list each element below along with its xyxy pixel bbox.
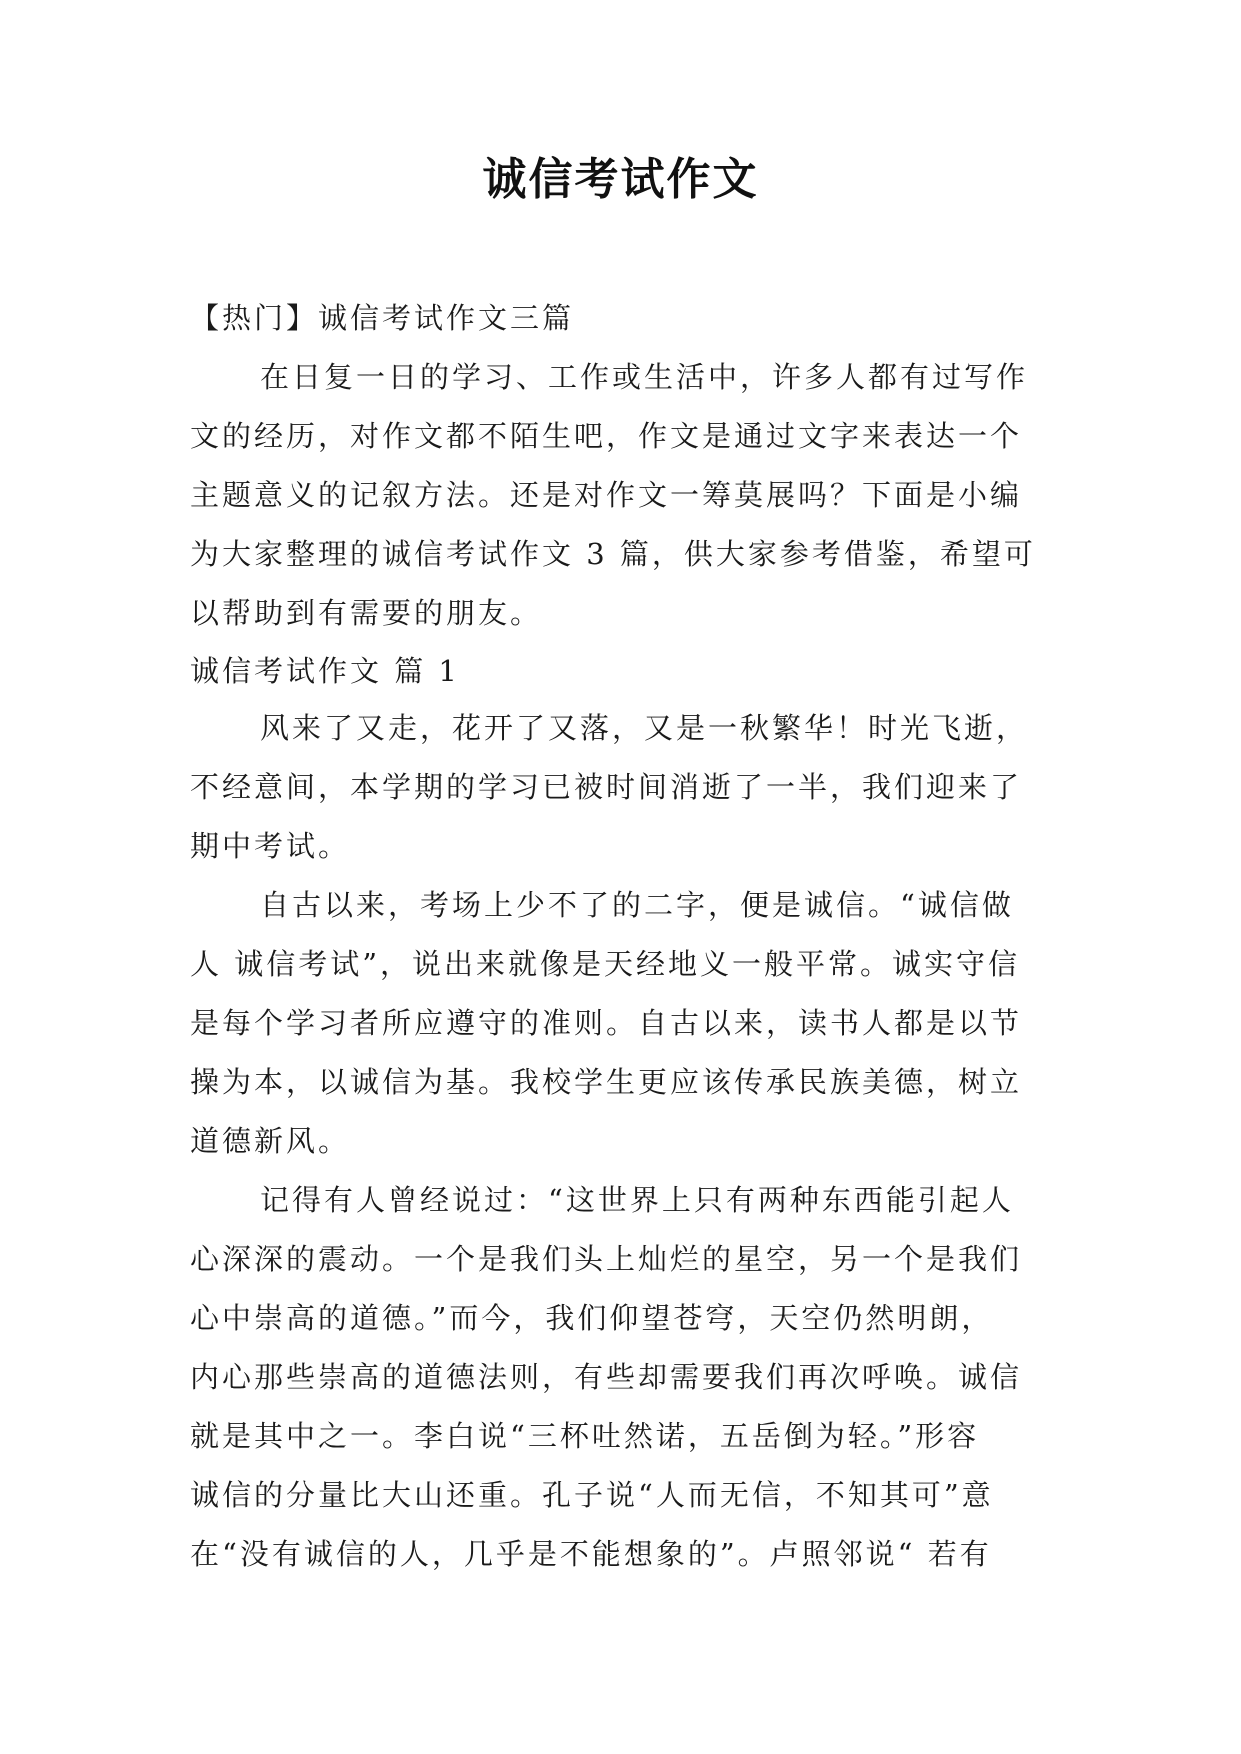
text-line: 以帮助到有需要的朋友。	[190, 596, 543, 630]
text-line: 为大家整理的诚信考试作文 3 篇，供大家参考借鉴，希望可	[190, 537, 1036, 571]
text-line: 在日复一日的学习、工作或生活中，许多人都有过写作	[260, 360, 1029, 394]
text-line: 在“没有诚信的人，几乎是不能想象的”。卢照邻说“ 若有	[190, 1537, 992, 1571]
text-line: 就是其中之一。李白说“三杯吐然诺，五岳倒为轻。”形容	[190, 1419, 980, 1453]
text-line: 心深深的震动。一个是我们头上灿烂的星空，另一个是我们	[190, 1242, 1023, 1276]
text-line: 人 诚信考试”，说出来就像是天经地义一般平常。诚实守信	[190, 947, 1021, 981]
text-line: 【热门】诚信考试作文三篇	[190, 301, 575, 335]
text-line: 期中考试。	[190, 829, 351, 863]
text-line: 风来了又走，花开了又落，又是一秋繁华！时光飞逝，	[260, 711, 1029, 745]
text-line: 内心那些崇高的道德法则，有些却需要我们再次呼唤。诚信	[190, 1360, 1023, 1394]
document-title: 诚信考试作文	[482, 154, 759, 205]
section-heading: 诚信考试作文 篇 1	[190, 654, 460, 688]
text-line: 自古以来，考场上少不了的二字，便是诚信。“诚信做	[260, 888, 1014, 922]
text-line: 主题意义的记叙方法。还是对作文一筹莫展吗？下面是小编	[190, 478, 1023, 512]
text-line: 心中崇高的道德。”而今，我们仰望苍穹，天空仍然明朗，	[190, 1301, 994, 1335]
text-line: 文的经历，对作文都不陌生吧，作文是通过文字来表达一个	[190, 419, 1023, 453]
text-line: 道德新风。	[190, 1124, 351, 1158]
text-line: 记得有人曾经说过：“这世界上只有两种东西能引起人	[260, 1183, 1014, 1217]
text-line: 操为本，以诚信为基。我校学生更应该传承民族美德，树立	[190, 1065, 1023, 1099]
text-line: 是每个学习者所应遵守的准则。自古以来，读书人都是以节	[190, 1006, 1023, 1040]
document-body	[190, 289, 1056, 1584]
text-line: 不经意间，本学期的学习已被时间消逝了一半，我们迎来了	[190, 770, 1023, 804]
text-line: 诚信的分量比大山还重。孔子说“人而无信，不知其可”意	[190, 1478, 994, 1512]
